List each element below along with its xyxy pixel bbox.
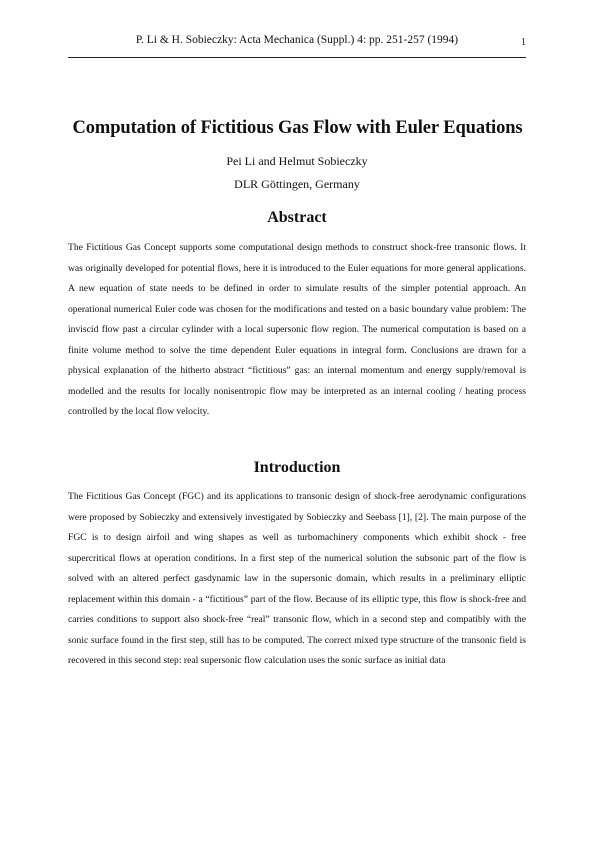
introduction-heading: Introduction [253, 459, 341, 476]
abstract-heading: Abstract [267, 209, 327, 226]
paper-title: Computation of Fictitious Gas Flow with Euler Equations [72, 118, 523, 138]
affiliation: DLR Göttingen, Germany [234, 177, 360, 191]
header-rule [68, 57, 526, 58]
page-number: 1 [521, 37, 526, 48]
introduction-body: The Fictitious Gas Concept (FGC) and its applications to transonic design of shock-free aerodynamic configurations were proposed by Sobieczky and extensively investigated by Sobieczky and Seebass [1], [2]. The main purpose of the FGC is to design airfoil and wing shapes as well as turbomachinery components which exhibit shock - free supercritical flows at operation conditions. In a first step of the numerical solution the subsonic part of the flow is solved with an altered perfect gasdynamic law in the supersonic domain, which results in a preliminary elliptic replacement within this domain - a “fictitious” part of the flow. Because of its elliptic type, this flow is shock-free and carries conditions to support also shock-free “real” transonic flow, which in a second step and compatibly with the sonic surface found in the first step, still has to be computed. The correct mixed type structure of the transonic field is recovered in this second step: real supersonic flow calculation uses the sonic surface as initial data [68, 491, 526, 666]
running-header [68, 33, 526, 47]
citation-line: P. Li & H. Sobieczky: Acta Mechanica (Suppl.) 4: pp. 251-257 (1994) [135, 34, 459, 46]
abstract-body: The Fictitious Gas Concept supports some computational design methods to construct shock-free transonic flows. It was originally developed for potential flows, here it is introduced to the Euler equations for more general applications. A new equation of state needs to be defined in order to simulate results of the simpler potential approach. An operational numerical Euler code was chosen for the modifications and tested on a basic boundary value problem: The inviscid flow past a circular cylinder with a local supersonic flow region. The numerical computation is based on a finite volume method to solve the time dependent Euler equations in integral form. Conclusions are drawn for a physical explanation of the hitherto abstract “fictitious” gas: an internal momentum and energy supply/removal is modelled and the results for locally nonisentropic flow may be interpreted as an internal cooling / heating process controlled by the local flow velocity. [68, 242, 526, 417]
author-list: Pei Li and Helmut Sobieczky [226, 154, 368, 168]
